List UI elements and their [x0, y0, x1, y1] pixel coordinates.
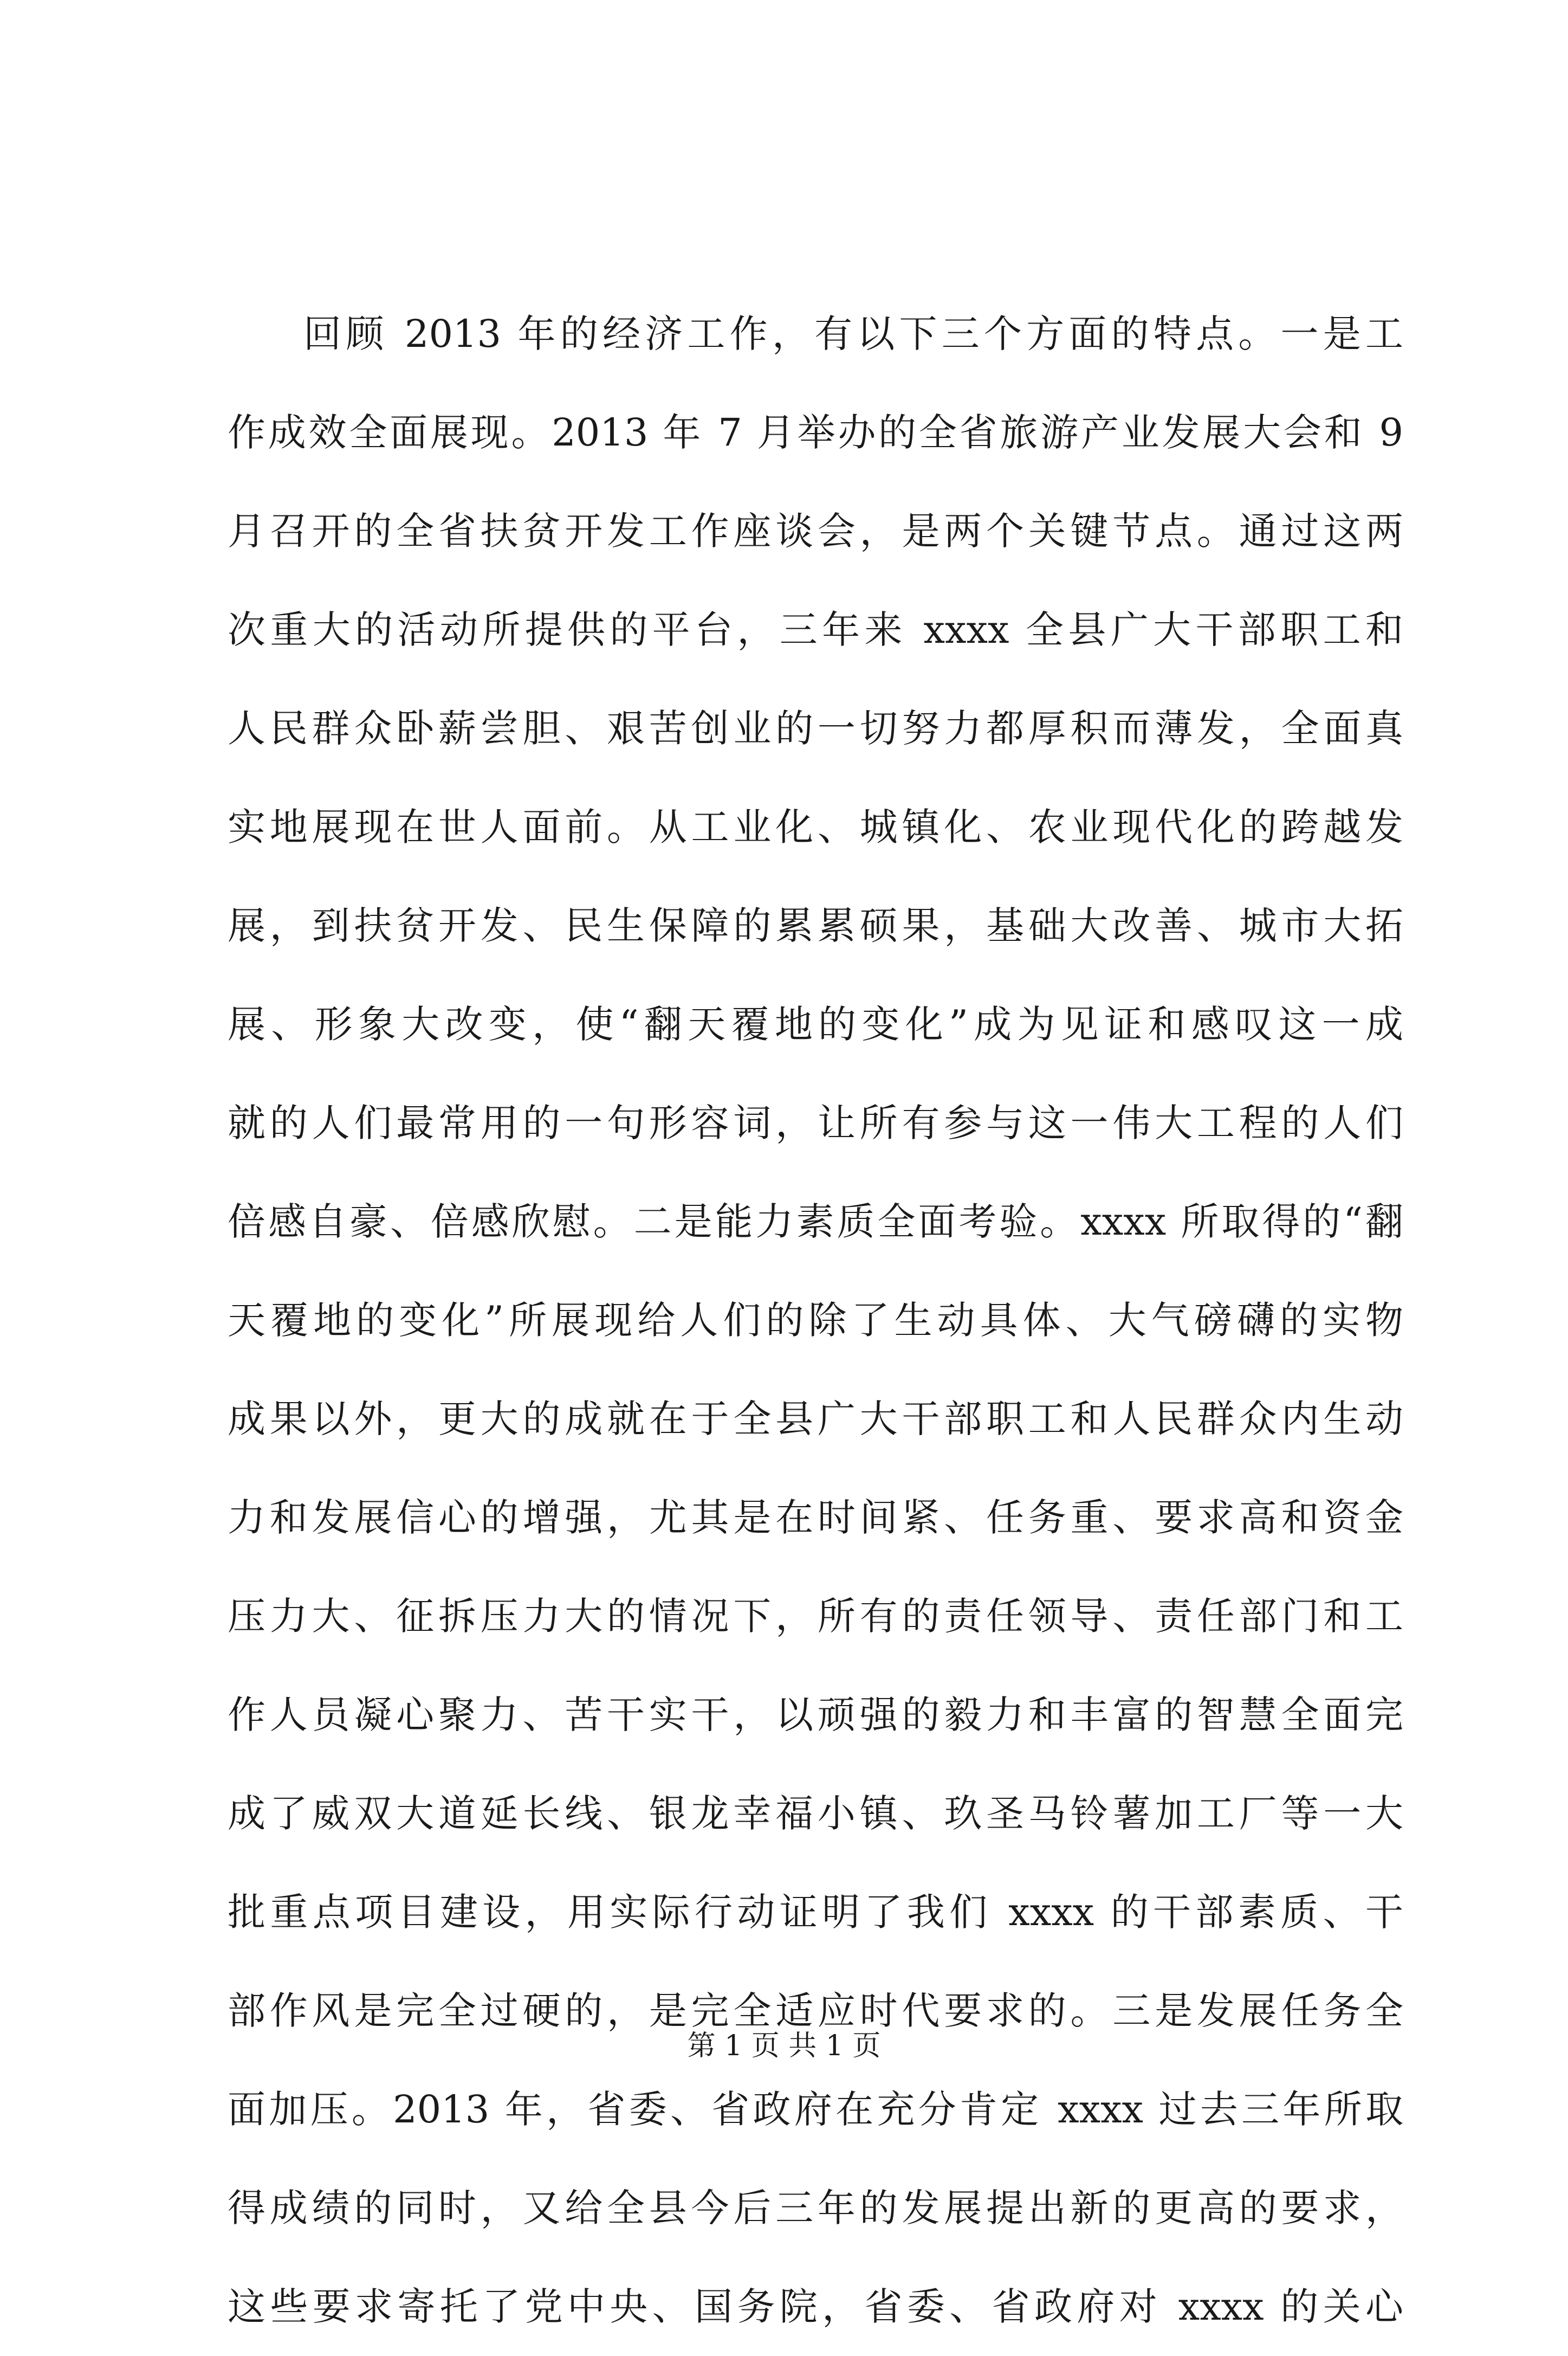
paragraph-line: 批重点项目建设，用实际行动证明了我们 xxxx 的干部素质、干: [228, 1890, 1403, 1934]
paragraph-line: 就的人们最常用的一句形容词，让所有参与这一伟大工程的人们: [228, 1101, 1403, 1145]
page-number-footer: 第 1 页 共 1 页: [687, 2030, 881, 2062]
paragraph-line: 这些要求寄托了党中央、国务院，省委、省政府对 xxxx 的关心: [228, 2284, 1403, 2329]
paragraph-line: 压力大、征拆压力大的情况下，所有的责任领导、责任部门和工: [228, 1594, 1403, 1638]
paragraph-line: 回顾 2013 年的经济工作，有以下三个方面的特点。一是工: [303, 312, 1403, 356]
paragraph-line: 月召开的全省扶贫开发工作座谈会，是两个关键节点。通过这两: [228, 509, 1403, 553]
paragraph-line: 成果以外，更大的成就在于全县广大干部职工和人民群众内生动: [228, 1397, 1403, 1441]
paragraph-line: 人民群众卧薪尝胆、艰苦创业的一切努力都厚积而薄发，全面真: [228, 706, 1403, 751]
paragraph-line: 部作风是完全过硬的，是完全适应时代要求的。三是发展任务全: [228, 1989, 1403, 2033]
paragraph-line: 展，到扶贫开发、民生保障的累累硕果，基础大改善、城市大拓: [228, 903, 1403, 948]
paragraph-line: 实地展现在世人面前。从工业化、城镇化、农业现代化的跨越发: [228, 805, 1403, 849]
paragraph-line: 展、形象大改变，使“翻天覆地的变化”成为见证和感叹这一成: [228, 1002, 1403, 1047]
paragraph-line: 力和发展信心的增强，尤其是在时间紧、任务重、要求高和资金: [228, 1495, 1403, 1540]
paragraph-line: 面加压。2013 年，省委、省政府在充分肯定 xxxx 过去三年所取: [228, 2087, 1403, 2132]
paragraph-line: 作成效全面展现。2013 年 7 月举办的全省旅游产业发展大会和 9: [228, 410, 1403, 455]
paragraph-line: 倍感自豪、倍感欣慰。二是能力素质全面考验。xxxx 所取得的“翻: [228, 1199, 1403, 1244]
paragraph-line: 天覆地的变化”所展现给人们的除了生动具体、大气磅礴的实物: [228, 1298, 1403, 1342]
paragraph-line: 成了威双大道延长线、银龙幸福小镇、玖圣马铃薯加工厂等一大: [228, 1791, 1403, 1836]
paragraph-line: 得成绩的同时，又给全县今后三年的发展提出新的更高的要求，: [228, 2186, 1403, 2230]
paragraph-line: 作人员凝心聚力、苦干实干，以顽强的毅力和丰富的智慧全面完: [228, 1693, 1403, 1737]
paragraph-line: 次重大的活动所提供的平台，三年来 xxxx 全县广大干部职工和: [228, 608, 1403, 652]
